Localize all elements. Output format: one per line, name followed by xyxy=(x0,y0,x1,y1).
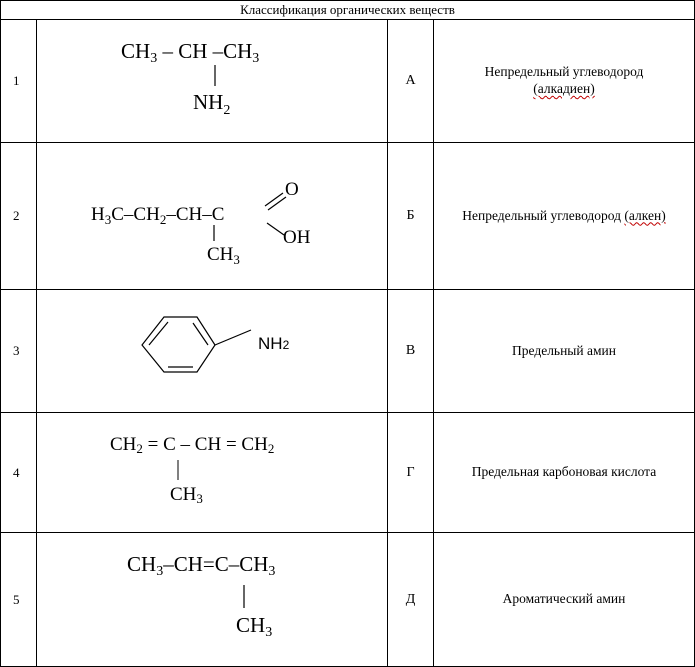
table-row xyxy=(1,533,695,667)
row-letter: В xyxy=(388,290,434,413)
formula-cell xyxy=(37,413,388,533)
table-row xyxy=(1,413,695,533)
row-number: 2 xyxy=(1,143,37,290)
row-description xyxy=(434,20,695,143)
row-number: 1 xyxy=(1,20,37,143)
formula-amino-group: NH2 xyxy=(258,334,290,353)
formula-carbonyl-oxygen: O xyxy=(285,179,299,200)
description-main: Непредельный углеводород xyxy=(484,64,644,80)
row-letter: А xyxy=(388,20,434,143)
formula-main-chain: $H_3C-CH_2-CH-C$ xyxy=(91,204,225,227)
row-description xyxy=(434,413,695,533)
description-main: Предельная карбоновая кислота xyxy=(471,464,657,480)
description-paren: (алкен) xyxy=(624,207,666,223)
row-description xyxy=(434,143,695,290)
formula-cell xyxy=(37,290,388,413)
table-row xyxy=(1,290,695,413)
bond-line xyxy=(215,330,251,345)
formula-isopropylamine xyxy=(37,20,388,137)
description-paren: (алкадиен) xyxy=(533,81,595,96)
formula-methylbutene xyxy=(37,533,388,661)
formula-hydroxyl: OH xyxy=(283,227,311,248)
row-letter: Д xyxy=(388,533,434,667)
double-bond-line xyxy=(268,197,286,210)
formula-isoprene xyxy=(37,413,388,527)
description-main: Непредельный углеводород xyxy=(462,207,625,223)
description-main: Предельный амин xyxy=(512,342,616,358)
row-number: 4 xyxy=(1,413,37,533)
table-row xyxy=(1,143,695,290)
row-description xyxy=(434,290,695,413)
formula-cell xyxy=(37,533,388,667)
formula-main-chain: CH2 = C – CH = CH2 xyxy=(110,434,275,456)
formula-branch-methyl: CH3 xyxy=(236,613,273,640)
bond-line xyxy=(267,223,284,235)
formula-main-chain: CH3 – CH –CH3 xyxy=(121,39,260,66)
formula-methylbutanoic-acid xyxy=(37,143,388,284)
row-description xyxy=(434,533,695,667)
row-number: 3 xyxy=(1,290,37,413)
double-bond-line xyxy=(265,193,283,206)
table-row xyxy=(1,20,695,143)
formula-branch-methyl: CH3 xyxy=(170,484,203,506)
table-title: Классификация органических веществ xyxy=(1,1,695,20)
benzene-ring xyxy=(142,317,215,372)
formula-amino-group: $NH_2$ xyxy=(193,90,231,118)
formula-aniline xyxy=(37,290,388,407)
row-letter: Г xyxy=(388,413,434,533)
row-number: 5 xyxy=(1,533,37,667)
formula-cell xyxy=(37,20,388,143)
formula-branch-methyl: $CH_3$ xyxy=(207,244,240,267)
row-letter: Б xyxy=(388,143,434,290)
formula-cell xyxy=(37,143,388,290)
description-main: Ароматический амин xyxy=(502,591,626,607)
formula-main-chain: CH3–CH=C–CH3 xyxy=(127,552,276,579)
